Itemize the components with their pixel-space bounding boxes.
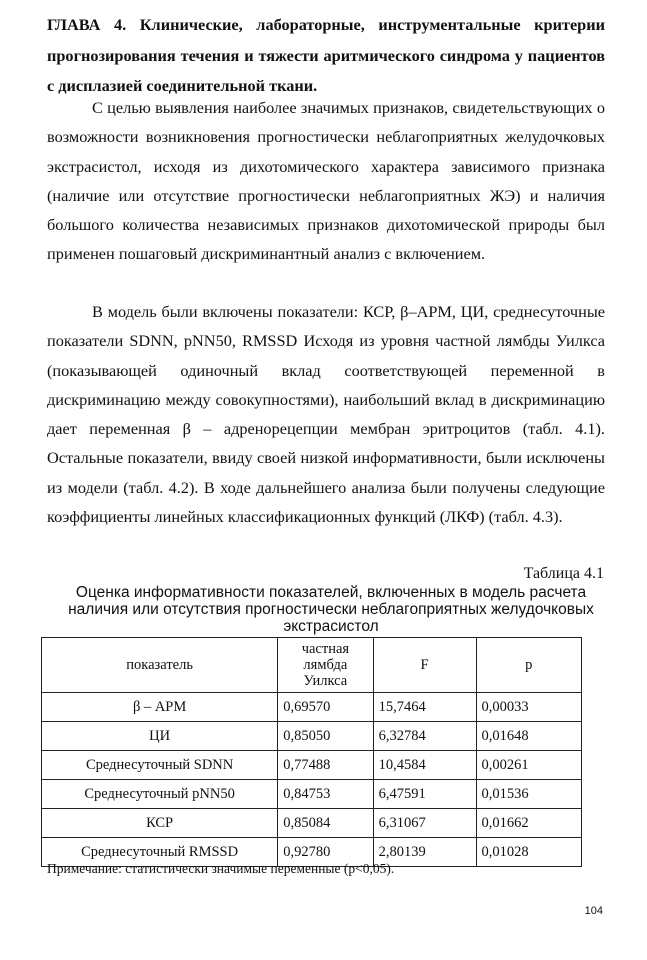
cell-f: 6,47591: [373, 780, 476, 809]
cell-f: 10,4584: [373, 751, 476, 780]
cell-indicator: Среднесуточный RMSSD: [42, 838, 278, 867]
cell-indicator: β – АРМ: [42, 693, 278, 722]
cell-wilks-lambda: 0,85050: [278, 722, 373, 751]
cell-wilks-lambda: 0,85084: [278, 809, 373, 838]
cell-p: 0,01662: [476, 809, 582, 838]
cell-wilks-lambda: 0,84753: [278, 780, 373, 809]
cell-f: 2,80139: [373, 838, 476, 867]
header-wilks-lambda: частная лямбда Уилкса: [278, 638, 373, 693]
table-row: [42, 780, 582, 809]
table-header-row: [42, 638, 582, 693]
informativeness-table: [41, 637, 582, 867]
table-row: [42, 722, 582, 751]
page-number: 104: [584, 905, 603, 917]
cell-indicator: Среднесуточный SDNN: [42, 751, 278, 780]
header-f: F: [373, 638, 476, 693]
body-paragraph-1: С целью выявления наиболее значимых признаков, свидетельствующих о возможности возникновения прогностически неблагоприятных желудочковых экстрасистол, исходя из дихотомического характера зависимого признака (наличие или отсутствие прогностически неблагоприятных ЖЭ) и наличия большого количества независимых признаков дихотомической природы был применен пошаговый дискриминантный анализ с включением.: [47, 98, 605, 264]
table-label: Таблица 4.1: [523, 565, 604, 582]
cell-wilks-lambda: 0,69570: [278, 693, 373, 722]
cell-f: 15,7464: [373, 693, 476, 722]
table-note: Примечание: статистически значимые переменные (p<0,05).: [47, 861, 395, 876]
cell-indicator: Среднесуточный pNN50: [42, 780, 278, 809]
header-p: p: [476, 638, 582, 693]
table-row: [42, 809, 582, 838]
table-title: Оценка информативности показателей, включенных в модель расчета наличия или отсутствия прогностически неблагоприятных желудочковых экстрасистол: [68, 584, 594, 635]
cell-p: 0,01028: [476, 838, 582, 867]
cell-f: 6,31067: [373, 809, 476, 838]
cell-p: 0,01648: [476, 722, 582, 751]
cell-p: 0,01536: [476, 780, 582, 809]
cell-wilks-lambda: 0,77488: [278, 751, 373, 780]
cell-wilks-lambda: 0,92780: [278, 838, 373, 867]
chapter-heading: ГЛАВА 4. Клинические, лабораторные, инструментальные критерии прогнозирования течения и тяжести аритмического синдрома у пациентов с дисплазией соединительной ткани.: [47, 15, 605, 95]
table-row: [42, 751, 582, 780]
header-indicator: показатель: [42, 638, 278, 693]
cell-f: 6,32784: [373, 722, 476, 751]
body-paragraph-2: В модель были включены показатели: КСР, β–АРМ, ЦИ, среднесуточные показатели SDNN, pNN50, RMSSD Исходя из уровня частной лямбды Уилкса (показывающей одиночный вклад соответствующей переменной в дискриминацию между совокупностями), наибольший вклад в дискриминацию дает переменная β – адренорецепции мембран эритроцитов (табл. 4.1). Остальные показатели, ввиду своей низкой информативности, были исключены из модели (табл. 4.2). В ходе дальнейшего анализа были получены следующие коэффициенты линейных классификационных функций (ЛКФ) (табл. 4.3).: [47, 302, 605, 527]
table-row: [42, 693, 582, 722]
cell-indicator: ЦИ: [42, 722, 278, 751]
cell-p: 0,00261: [476, 751, 582, 780]
cell-indicator: КСР: [42, 809, 278, 838]
cell-p: 0,00033: [476, 693, 582, 722]
